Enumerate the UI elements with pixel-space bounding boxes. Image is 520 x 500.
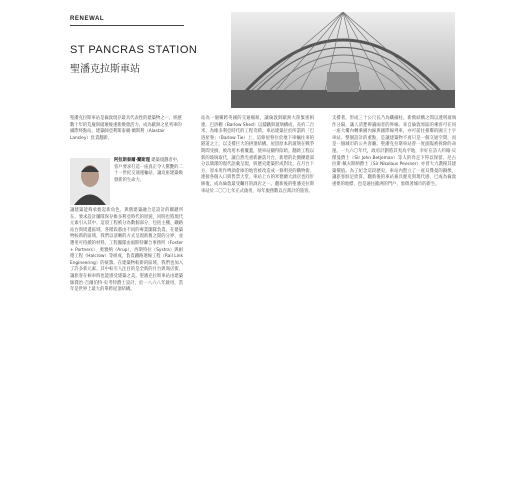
- column-1-text: 讓建築能夠承擔起新角色，與舊建築融合是設計的關鍵所在。要求設計團隊保存維多利亞時代的原貌，同時也將現代元素引入其中。這項工程被分為數個部分，包括主棚、鐵路站台與周邊區域，各階段都由不同的專業團隊負責。在建築物較新的區域，我們以清晰的方式呈現新舊之間的分界，並選用可持續的材料。工程團隊由福斯特聯合事務所（Foster + Partners）、奧雅納（Arup）、西斯特拉（Systra）與耐德工程（Halcrow）等組成，負責鐵路連線工程（Rail Link Engineering）的統籌。在建築物較新的區域，我們也加入了許多新元素。其中較引人注目的是全新的月台與商店街，讓旅客在候車時也能感受建築之美。聖潘克拉斯車站由建築師喬治‧吉爾伯特‧史考特爵士設計，於一八六八年啟用，當年是世界上最大的單跨屋頂結構。: [70, 208, 183, 293]
- byline-text: 建築規劃者中，客戶要求打造一座真正令人驚艷的二十一世紀交通運輸站，讓這座建築煥發新的生命力。: [114, 158, 183, 183]
- station-roof-illustration: [231, 12, 455, 108]
- byline-name: 阿拉斯泰爾‧蘭斯理: [114, 158, 150, 163]
- station-roof-photo: [231, 12, 455, 108]
- intro-paragraph: 聖潘克拉斯車站是倫敦現存最具代表性的建築物之一，經歷數十年的荒廢與破壞後重新煥發活力，成為歐洲之星列車的國際終點站。建築師亞利斯泰爾‧蘭斯利（Alastair Lansley）負責翻新。: [70, 116, 182, 141]
- section-label: RENEWAL: [70, 16, 105, 22]
- column-3-text: 支撐著，形成三十公尺長乃為纖細柱。新舊結構之間以透明玻璃作分隔，讓人清楚辨識兩者的界線。來自倫敦郊區的乘客可在同一座大樓內轉乘國內線與國際線列車，亦可前往相鄰的國王十字車站。整個設計的重點，是讓建築物不再只是一個交通空間，而是一個城市的公共客廳。聖潘克拉斯車站曾一度面臨被拆除的命運。一九六〇年代，政府計劃將其夷為平地，幸好在詩人約翰‧貝傑曼爵士（Sir John Betjeman）等人的奔走下得以保留。尼古拉斯‧佩夫斯納爵士（Sir Nikolaus Pevsner）亦曾大力讚揚其建築價值。為了紀念這段歷史，車站內豎立了一座貝傑曼的銅像，讓旅客駐足欣賞。翻新後的車站兼具歷史與現代感，已成為倫敦重要的地標，也是通往歐洲的門戶，象徵著城市的新生。: [332, 116, 456, 187]
- architect-portrait: [70, 158, 110, 205]
- column-2-text: 站為一個橫跨英國的交通樞紐，讓倫敦與歐洲大陸緊密相連。巴洛棚（Barlow Shed）以鑄鐵與玻璃構成，長約二百米，為維多利亞時代的工程奇蹟。車站建築位於所謂的「巴洛屋脊」（Barlow Tie）上，這條屋脊位於地下車輛往來的隧道之上，以支撐巨大的拱頂結構。屋頂原本的玻璃在戰爭期間受損，被改用木板覆蓋，使車站顯得陰暗。翻新工程以新的玻璃取代，讓自然光重新灑落月台。新增的北側擴建部分以簡潔的現代語彙呈現，與歷史建築形成對比。在月台下方，原本用作啤酒倉庫的地窖被改造成一條明亮的購物街，連接各個入口與售票大堂。車站上方的米德蘭大酒店也同步修復，成為倫敦最受矚目的酒店之一。翻新後的聖潘克拉斯車站於二〇〇七年正式啟用，每年服務數以百萬計的旅客。: [201, 116, 314, 194]
- page-title-en: ST PANCRAS STATION: [70, 44, 198, 56]
- section-rule: [70, 25, 184, 26]
- page-title-zh: 聖潘克拉斯車站: [70, 64, 140, 75]
- byline: [114, 158, 183, 184]
